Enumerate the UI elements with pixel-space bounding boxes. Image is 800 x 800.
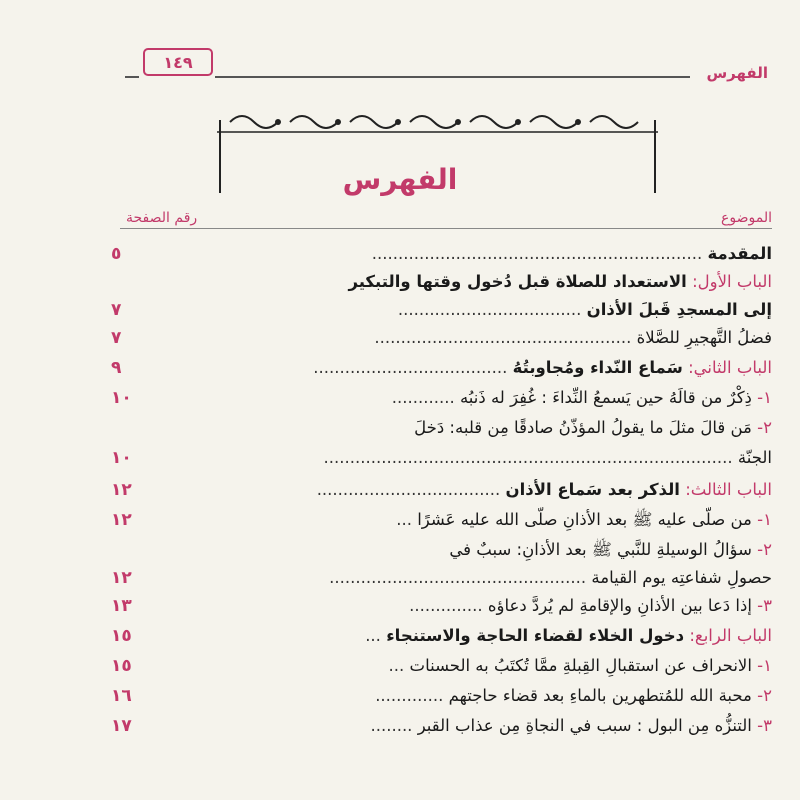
toc-item-number: ٣- [757,596,772,615]
toc-line [115,536,772,564]
toc-dots: ................................... [397,300,582,319]
toc-text: الذكر بعد سَماع الأذان [505,480,680,499]
toc-line [111,296,772,324]
toc-page: ٧ [111,300,122,320]
toc-dots: ............................................................... [371,244,703,263]
toc-dots: ................................................. [374,328,632,347]
toc-text: الانحراف عن استقبالِ القِبلةِ ممَّا تُكتَبُ به الحسنات [409,656,752,675]
toc-page: ١٥ [111,656,132,676]
toc-item-number: ١- [757,388,772,407]
toc-text: من صلّى عليه ﷺ بعد الأذانِ صلّى الله عليه عَشرًا [417,510,752,529]
toc-text: إذا دَعا بين الأذانِ والإقامةِ لم يُردَّ دعاؤه [487,596,752,615]
toc-text: المقدمة [707,244,772,263]
toc-line [111,652,772,680]
toc-page: ١٢ [111,510,132,530]
toc-page: ١٠ [111,448,132,468]
toc-text: الاستعداد للصلاة قبل دُخول وقتها والتبكير [348,272,687,291]
header-rule [215,76,690,78]
toc-dots: ............. [375,686,444,705]
toc-dots: ... [365,626,381,645]
toc-dots: ... [396,510,412,529]
toc-line [111,682,772,710]
column-header-rule [120,228,772,229]
toc-item-number: ١- [757,510,772,529]
toc-dots: ........ [370,716,413,735]
subject-column-header: الموضوع [721,210,772,226]
toc-chapter-label: الباب الأول: [692,272,772,291]
toc-dots: ... [388,656,405,675]
toc-page: ٩ [111,358,122,378]
toc-text: الجنّة [737,448,772,467]
index-title: الفهرس [342,163,458,196]
toc-line [111,506,772,534]
toc-text: محبة الله للمُتطهرين بالماءِ بعد قضاء حاجتهم [448,686,752,705]
toc-line [111,564,772,592]
page-column-header: رقم الصفحة [126,210,198,226]
toc-page: ١٥ [111,626,132,646]
toc-line [111,712,772,740]
toc-page: ١٠ [111,388,132,408]
toc-line [111,384,772,412]
toc-chapter-label: الباب الثاني: [688,358,772,377]
toc-page: ٧ [111,328,122,348]
toc-dots: ................................................. [329,568,587,587]
toc-page: ٥ [111,244,122,264]
toc-page: ١٦ [111,686,132,706]
toc-page: ١٢ [111,568,132,588]
toc-dots: ................................... [316,480,501,499]
toc-line [111,324,772,352]
toc-line [111,592,772,620]
toc-text: فضلُ التَّهجيرِ للصَّلاة [636,328,772,347]
toc-text: دخول الخلاء لقضاء الحاجة والاستنجاء [386,626,685,645]
toc-item-number: ٣- [757,716,772,735]
toc-line [111,622,772,650]
toc-chapter-label: الباب الرابع: [689,626,772,645]
toc-page: ١٧ [111,716,132,736]
toc-text: مَن قالَ مثلَ ما يقولُ المؤذّنُ صادقًا مِن قلبه: دَخلَ [414,418,752,437]
page-number: ١٤٩ [143,48,213,76]
toc-item-number: ٢- [757,418,772,437]
toc-line [115,414,772,442]
toc-item-number: ٢- [757,540,772,559]
toc-line [111,240,772,268]
toc-page: ١٢ [111,480,132,500]
toc-text: إلى المسجدِ قَبلَ الأذان [586,300,772,319]
toc-dots: .............. [409,596,483,615]
toc-page: ١٣ [111,596,132,616]
toc-item-number: ١- [757,656,772,675]
toc-item-number: ٢- [757,686,772,705]
running-title: الفهرس [706,64,768,82]
toc-chapter-label: الباب الثالث: [685,480,772,499]
toc-text: ذِكْرٌ من قالَهُ حين يَسمعُ النِّداءَ : غُفِرَ له ذَنبُه [459,388,752,407]
toc-dots: .............................................................................. [323,448,733,467]
toc-dots: ..................................... [313,358,508,377]
toc-line [115,268,772,296]
toc-line [111,354,772,382]
toc-line [111,476,772,504]
toc-text: سَماع النّداء ومُجاوبتُهُ [512,358,683,377]
toc-text: حصولِ شفاعتِه يوم القيامة [591,568,772,587]
toc-text: التنزُّه مِن البول : سبب في النجاةِ مِن عذاب القبر [417,716,752,735]
header-rule-short [125,76,139,78]
toc-line [111,444,772,472]
toc-text: سؤالُ الوسيلةِ للنَّبي ﷺ بعد الأذانِ: سببٌ في [449,540,752,559]
toc-dots: ............ [391,388,455,407]
